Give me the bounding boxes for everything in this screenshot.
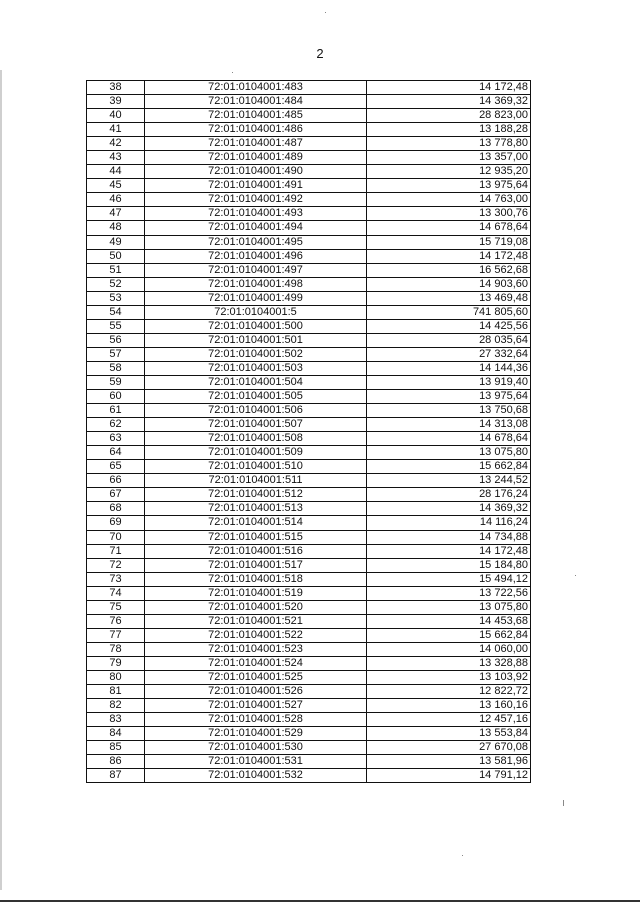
cadastral-number: 72:01:0104001:499 [145,291,367,305]
cadastral-number: 72:01:0104001:525 [145,670,367,684]
cadastral-value: 13 975,64 [367,390,531,404]
row-number: 42 [87,137,145,151]
cadastral-number: 72:01:0104001:522 [145,628,367,642]
row-number: 48 [87,221,145,235]
cadastral-value: 14 369,32 [367,502,531,516]
row-number: 68 [87,502,145,516]
cadastral-number: 72:01:0104001:507 [145,418,367,432]
table-row [87,109,531,123]
row-number: 44 [87,165,145,179]
cadastral-value: 16 562,68 [367,263,531,277]
row-number: 63 [87,432,145,446]
cadastral-number: 72:01:0104001:492 [145,193,367,207]
row-number: 38 [87,81,145,95]
row-number: 60 [87,390,145,404]
table-row [87,713,531,727]
cadastral-value: 14 763,00 [367,193,531,207]
cadastral-number: 72:01:0104001:508 [145,432,367,446]
table-row [87,642,531,656]
cadastral-value: 13 188,28 [367,123,531,137]
cadastral-number: 72:01:0104001:495 [145,235,367,249]
row-number: 45 [87,179,145,193]
row-number: 71 [87,544,145,558]
cadastral-value: 13 300,76 [367,207,531,221]
table-row [87,614,531,628]
cadastral-number: 72:01:0104001:516 [145,544,367,558]
cadastral-number: 72:01:0104001:502 [145,347,367,361]
row-number: 78 [87,642,145,656]
cadastral-value: 13 975,64 [367,179,531,193]
cadastral-value: 13 553,84 [367,727,531,741]
cadastral-value: 13 581,96 [367,755,531,769]
table-row [87,474,531,488]
cadastral-value: 13 722,56 [367,586,531,600]
table-row [87,333,531,347]
row-number: 79 [87,656,145,670]
scan-speck [325,12,326,13]
cadastral-number: 72:01:0104001:490 [145,165,367,179]
table-row [87,530,531,544]
cadastral-value: 13 075,80 [367,600,531,614]
cadastral-value: 14 313,08 [367,418,531,432]
cadastral-number: 72:01:0104001:501 [145,333,367,347]
table-row [87,446,531,460]
cadastral-value: 12 822,72 [367,685,531,699]
cadastral-number: 72:01:0104001:497 [145,263,367,277]
table-row [87,165,531,179]
table-row [87,502,531,516]
row-number: 82 [87,699,145,713]
cadastral-value: 741 805,60 [367,305,531,319]
scan-speck [462,855,463,856]
table-row [87,193,531,207]
cadastral-value: 27 670,08 [367,741,531,755]
cadastral-number: 72:01:0104001:527 [145,699,367,713]
row-number: 76 [87,614,145,628]
table-row [87,179,531,193]
cadastral-number: 72:01:0104001:494 [145,221,367,235]
cadastral-number: 72:01:0104001:518 [145,572,367,586]
table-row [87,277,531,291]
cadastral-value: 14 060,00 [367,642,531,656]
cadastral-value-table [86,80,531,783]
cadastral-number: 72:01:0104001:514 [145,516,367,530]
table-row [87,81,531,95]
row-number: 52 [87,277,145,291]
cadastral-value: 28 823,00 [367,109,531,123]
table-row [87,137,531,151]
table-row [87,263,531,277]
row-number: 54 [87,305,145,319]
row-number: 80 [87,670,145,684]
table-row [87,390,531,404]
cadastral-number: 72:01:0104001:485 [145,109,367,123]
cadastral-value: 28 035,64 [367,333,531,347]
row-number: 69 [87,516,145,530]
row-number: 81 [87,685,145,699]
table-row [87,516,531,530]
table-row [87,418,531,432]
cadastral-number: 72:01:0104001:491 [145,179,367,193]
row-number: 41 [87,123,145,137]
row-number: 74 [87,586,145,600]
cadastral-value: 14 172,48 [367,249,531,263]
cadastral-value: 14 678,64 [367,432,531,446]
row-number: 75 [87,600,145,614]
table-row [87,628,531,642]
row-number: 40 [87,109,145,123]
row-number: 70 [87,530,145,544]
cadastral-number: 72:01:0104001:493 [145,207,367,221]
row-number: 86 [87,755,145,769]
table-row [87,586,531,600]
cadastral-number: 72:01:0104001:489 [145,151,367,165]
row-number: 43 [87,151,145,165]
row-number: 73 [87,572,145,586]
cadastral-number: 72:01:0104001:496 [145,249,367,263]
cadastral-value: 14 369,32 [367,95,531,109]
bottom-edge [0,900,640,902]
table-row [87,123,531,137]
table-row [87,544,531,558]
cadastral-value: 14 172,48 [367,81,531,95]
table-row [87,375,531,389]
cadastral-number: 72:01:0104001:520 [145,600,367,614]
table-row [87,347,531,361]
page-number: 2 [316,46,324,61]
cadastral-value: 13 750,68 [367,404,531,418]
table-row [87,769,531,783]
cadastral-value: 12 457,16 [367,713,531,727]
table-row [87,361,531,375]
row-number: 56 [87,333,145,347]
row-number: 87 [87,769,145,783]
row-number: 59 [87,375,145,389]
row-number: 39 [87,95,145,109]
scan-speck [232,72,233,73]
table-row [87,558,531,572]
cadastral-number: 72:01:0104001:532 [145,769,367,783]
cadastral-number: 72:01:0104001:503 [145,361,367,375]
cadastral-number: 72:01:0104001:484 [145,95,367,109]
row-number: 47 [87,207,145,221]
cadastral-value: 13 075,80 [367,446,531,460]
cadastral-number: 72:01:0104001:509 [145,446,367,460]
row-number: 53 [87,291,145,305]
cadastral-number: 72:01:0104001:512 [145,488,367,502]
cadastral-number: 72:01:0104001:526 [145,685,367,699]
cadastral-value: 13 160,16 [367,699,531,713]
table-row [87,727,531,741]
table-row [87,670,531,684]
cadastral-number: 72:01:0104001:531 [145,755,367,769]
cadastral-value: 13 357,00 [367,151,531,165]
table-row [87,291,531,305]
cadastral-value: 12 935,20 [367,165,531,179]
cadastral-value: 28 176,24 [367,488,531,502]
cadastral-number: 72:01:0104001:511 [145,474,367,488]
cadastral-value: 14 678,64 [367,221,531,235]
table-row [87,741,531,755]
row-number: 83 [87,713,145,727]
cadastral-number: 72:01:0104001:513 [145,502,367,516]
table-row [87,460,531,474]
cadastral-value: 13 469,48 [367,291,531,305]
scan-speck [563,800,564,806]
table-row [87,319,531,333]
table-row [87,600,531,614]
cadastral-number: 72:01:0104001:519 [145,586,367,600]
scan-speck [575,575,576,576]
table-row [87,305,531,319]
table-row [87,221,531,235]
cadastral-value: 14 791,12 [367,769,531,783]
cadastral-number: 72:01:0104001:515 [145,530,367,544]
cadastral-value: 15 662,84 [367,460,531,474]
cadastral-value: 14 144,36 [367,361,531,375]
row-number: 77 [87,628,145,642]
cadastral-number: 72:01:0104001:506 [145,404,367,418]
cadastral-value: 14 116,24 [367,516,531,530]
table-row [87,755,531,769]
cadastral-value: 13 919,40 [367,375,531,389]
cadastral-number: 72:01:0104001:528 [145,713,367,727]
cadastral-number: 72:01:0104001:505 [145,390,367,404]
table-row [87,572,531,586]
cadastral-value: 14 903,60 [367,277,531,291]
cadastral-number: 72:01:0104001:5 [145,305,367,319]
table-row [87,699,531,713]
table-row [87,685,531,699]
cadastral-value: 14 734,88 [367,530,531,544]
table-body [87,81,531,783]
cadastral-value: 13 328,88 [367,656,531,670]
row-number: 49 [87,235,145,249]
cadastral-value: 27 332,64 [367,347,531,361]
table-row [87,488,531,502]
cadastral-number: 72:01:0104001:529 [145,727,367,741]
table-row [87,404,531,418]
cadastral-value: 14 425,56 [367,319,531,333]
cadastral-value: 15 494,12 [367,572,531,586]
cadastral-number: 72:01:0104001:504 [145,375,367,389]
cadastral-value: 15 719,08 [367,235,531,249]
cadastral-number: 72:01:0104001:524 [145,656,367,670]
row-number: 62 [87,418,145,432]
row-number: 72 [87,558,145,572]
table-row [87,249,531,263]
table-row [87,656,531,670]
cadastral-number: 72:01:0104001:517 [145,558,367,572]
cadastral-number: 72:01:0104001:500 [145,319,367,333]
cadastral-number: 72:01:0104001:487 [145,137,367,151]
row-number: 84 [87,727,145,741]
cadastral-value: 13 778,80 [367,137,531,151]
table-row [87,432,531,446]
cadastral-value: 14 172,48 [367,544,531,558]
cadastral-value: 14 453,68 [367,614,531,628]
row-number: 65 [87,460,145,474]
row-number: 61 [87,404,145,418]
row-number: 50 [87,249,145,263]
cadastral-value: 15 662,84 [367,628,531,642]
table-row [87,235,531,249]
row-number: 55 [87,319,145,333]
cadastral-number: 72:01:0104001:530 [145,741,367,755]
cadastral-number: 72:01:0104001:486 [145,123,367,137]
cadastral-number: 72:01:0104001:483 [145,81,367,95]
table-row [87,151,531,165]
row-number: 46 [87,193,145,207]
row-number: 64 [87,446,145,460]
row-number: 66 [87,474,145,488]
cadastral-number: 72:01:0104001:498 [145,277,367,291]
row-number: 67 [87,488,145,502]
cadastral-number: 72:01:0104001:521 [145,614,367,628]
row-number: 51 [87,263,145,277]
cadastral-number: 72:01:0104001:510 [145,460,367,474]
row-number: 57 [87,347,145,361]
left-edge-shadow [0,70,2,890]
cadastral-value: 15 184,80 [367,558,531,572]
cadastral-value: 13 103,92 [367,670,531,684]
row-number: 58 [87,361,145,375]
table-row [87,207,531,221]
row-number: 85 [87,741,145,755]
cadastral-value: 13 244,52 [367,474,531,488]
table-row [87,95,531,109]
cadastral-number: 72:01:0104001:523 [145,642,367,656]
